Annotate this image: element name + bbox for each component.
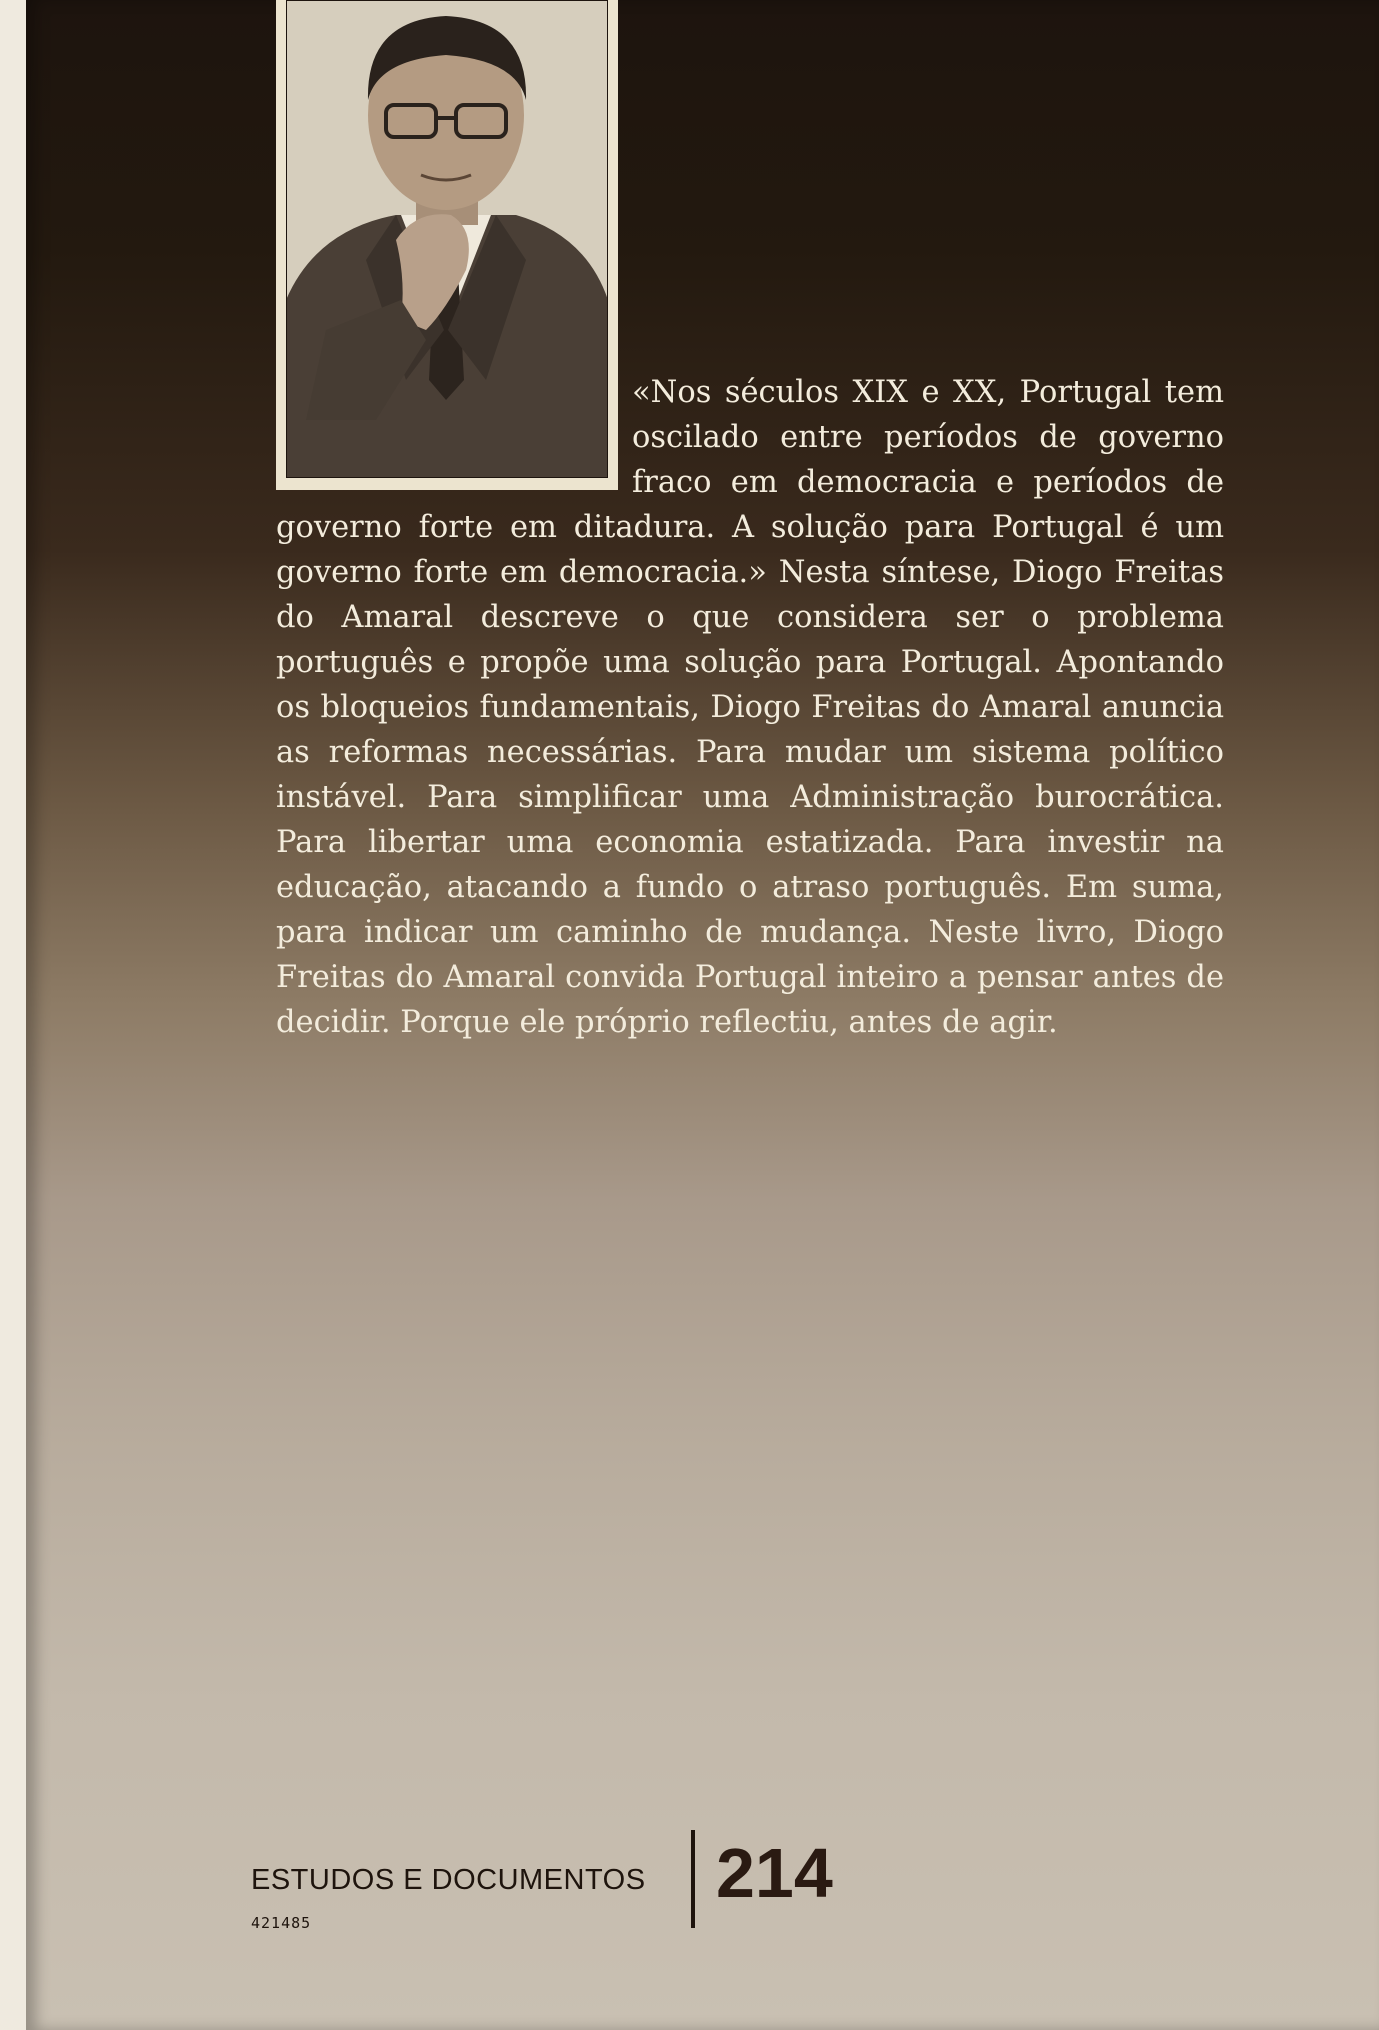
footer-divider bbox=[691, 1830, 695, 1928]
back-cover bbox=[26, 0, 1379, 2030]
series-footer bbox=[251, 1830, 951, 1930]
volume-number: 214 bbox=[716, 1834, 833, 1912]
collection-name: ESTUDOS E DOCUMENTOS bbox=[251, 1864, 646, 1896]
back-cover-blurb: «Nos séculos XIX e XX, Portugal tem oscilado entre períodos de governo fraco em democracia e períodos de governo forte em ditadura. A solução para Portugal é um governo forte em democracia.» Nesta síntese, Diogo Freitas do Amaral descreve o que considera ser o problema português e propõe uma solução para Portugal. Apontando os bloqueios fundamentais, Diogo Freitas do Amaral anuncia as reformas necessárias. Para mudar um sistema político instável. Para simplificar uma Administração burocrática. Para libertar uma economia estatizada. Para investir na educação, atacando a fundo o atraso português. Em suma, para indicar um caminho de mudança. Neste livro, Diogo Freitas do Amaral convida Portugal inteiro a pensar antes de decidir. Porque ele próprio reflectiu, antes de agir. bbox=[276, 375, 1224, 1040]
catalog-code: 421485 bbox=[251, 1914, 312, 1932]
